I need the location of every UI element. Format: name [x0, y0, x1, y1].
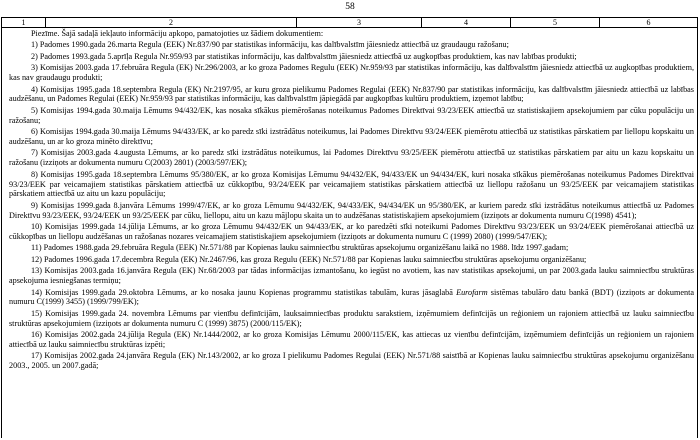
column-number: 3 — [297, 18, 422, 28]
note-text — [9, 29, 694, 373]
document-list-item: 7) Komisijas 2003.gada 4.augusta Lēmums, ar ko paredz sīki izstrādātus noteikumus, lai Padomes Direktīvu 93/25/EEK piemērotu attiecībā uz statistikas pārskatiem par aitu un kazu kopskaitu un ražošanu (izziņots ar dokumenta numuru C(2003) 2801) (2003/597/EK); — [9, 148, 694, 168]
document-list-item: 4) Komisijas 1995.gada 18.septembra Regula (EK) Nr.2197/95, ar kuru groza pielikumu Padomes Regulai (EEK) Nr.837/90 par statistikas informāciju, kas dalībvalstīm jāiesniedz attiecībā uz labības audzēšanu, un Padomes Regulai (EEK) Nr.959/93 par statistikas informāciju, kas dalībvalstīm jāpiegādā par augkopības kultūru produktiem, izņemot labību; — [9, 84, 694, 104]
document-list-item: 14) Komisijas 1999.gada 29.oktobra Lēmums, ar ko nosaka jaunu Kopienas programmu statistikas tabulām, kuras jāsaglabā Eurofarm sistēmas tabulāro datu bankā (BDT) (izziņots ar dokumenta numuru C(1999) 3455) (1999/799/EK); — [9, 287, 694, 307]
italic-term: Eurofarm — [456, 287, 488, 297]
column-number: 6 — [600, 18, 698, 28]
document-list-item: 10) Komisijas 1999.gada 14.jūlija Lēmums, ar ko groza Lēmumu 94/432/EK un 94/433/EK, ar ko paredzēti sīki noteikumi Padomes Direktīvu 93/23/EEK un 93/24/EEK piemērošanai attiecībā uz cūkkopības un liellopu audzēšanas un ražošanas nozares veicamajiem statistiskajiem apsekojumiem (izziņots ar dokumenta numuru C (1999) 2080) (1999/547/EK); — [9, 222, 694, 241]
document-list-item: 9) Komisijas 1999.gada 8.janvāra Lēmums 1999/47/EK, ar ko groza Lēmumu 94/432/EK, 94/433/EK, 94/434/EK un 95/380/EK, ar kuriem paredz sīki izstrādātus noteikumus attiecībā uz Padomes Direktīvu 93/23/EEK, 93/24/EEK un 93/25/EEK par cūku, liellopu, aitu un kazu mājlopu skaita un to audzēšanas statistiskajiem apsekojumiem (izziņots ar dokumenta numuru C(1998) 4541); — [9, 200, 694, 220]
document-list-item: 5) Komisijas 1994.gada 30.maija Lēmums 94/432/EK, kas nosaka sīkākus piemērošanas noteikumus Padomes Direktīvai 93/23/EEK attiecībā uz statistiskajiem apsekojumiem par cūku populāciju un ražošanu; — [9, 105, 694, 125]
document-list-item: 1) Padomes 1990.gada 26.marta Regula (EEK) Nr.837/90 par statistikas informāciju, kas dalībvalstīm jāiesniedz attiecībā uz graudaugu ražošanu; — [31, 40, 509, 50]
document-list-item: 11) Padomes 1988.gada 29.februāra Regula (EEK) Nr.571/88 par Kopienas lauku saimniecību struktūras apsekojumu organizēšanu laikā no 1988. līdz 1997.gadam; — [31, 243, 569, 253]
column-number: 1 — [2, 18, 46, 28]
document-list-item: 12) Padomes 1996.gada 17.decembra Regula (EK) Nr.2467/96, kas groza Regulu (EEK) Nr.571/88 par Kopienas lauku saimniecību struktūras apsekojumu organizēšanu; — [31, 254, 587, 264]
document-list — [9, 40, 694, 371]
document-list-item: 8) Komisijas 1995.gada 18.septembra Lēmums 95/380/EK, ar ko groza Komisijas Lēmumu 94/432/EK, 94/433/EK un 94/434/EK, kuri nosaka sīkākus piemērošanas noteikumus Padomes Direktīvai 93/23/EEK par veicamajiem statistikas pārskatiem attiecībā uz cūkkopību, 93/24/EEK par veicamajiem statistikas pārskatiem attiecībā uz liellopu ražošanu un 93/25/EEK par veicamajiem statistikas pārskatiem attiecībā uz aitu un kazu populāciju; — [9, 169, 694, 199]
document-list-item: 2) Padomes 1993.gada 5.aprīļa Regula Nr.959/93 par statistikas informāciju, kas dalībvalstīm jāiesniedz attiecībā uz augkopības produktiem, kas nav labības produkti; — [31, 51, 577, 61]
document-list-item: 3) Komisijas 2003.gada 17.februāra Regula (EK) Nr.296/2003, ar ko groza Padomes Regulu (EEK) Nr.959/93 par statistikas informāciju, kas dalībvalstīm jāiesniedz attiecībā uz augkopības produktiem, kas nav graudaugu produkti; — [9, 63, 694, 83]
document-list-item: 13) Komisijas 2003.gada 16.janvāra Regula (EK) Nr.68/2003 par tādas informācijas izmantošanu, ko iegūst no avotiem, kas nav statistikas apsekojumi, un par 2003.gada lauku saimniecību struktūras apsekojuma iesniegšanas termiņu; — [9, 266, 694, 286]
page-number: 58 — [345, 2, 355, 12]
document-list-item: 15) Komisijas 1999.gada 24. novembra Lēmums par vienību definīcijām, lauksaimniecības produktu sarakstiem, izņēmumiem definīcijās un reģioniem un rajoniem attiecībā uz lauku saimniecību struktūras apsekojumiem (izziņots ar dokumenta numuru C (1999) 3875) (2000/115/EK); — [9, 308, 694, 328]
column-header-row — [1, 17, 698, 28]
column-number: 4 — [422, 18, 511, 28]
column-number: 2 — [46, 18, 297, 28]
document-list-item: 17) Komisijas 2002.gada 24.janvāra Regula (EK) Nr.143/2002, ar ko groza I pielikumu Padomes Regulai (EEK) Nr.571/88 saistībā ar Kopienas lauku saimniecību struktūras apsekojumu organizēšanu 2003., 2005. un 2007.gadā; — [9, 351, 694, 371]
column-number: 5 — [511, 18, 600, 28]
document-list-item: 6) Komisijas 1994.gada 30.maija Lēmums 94/433/EK, ar ko paredz sīki izstrādātus noteikumus, lai Padomes Direktīvu 93/24/EEK piemērotu attiecībā uz statistikas pārskatiem par liellopu kopskaitu un audzēšanu, un ar ko groza minēto direktīvu; — [9, 127, 694, 146]
document-list-item: 16) Komisijas 2002.gada 24.jūlija Regula (EK) Nr.1444/2002, ar ko groza Komisijas Lēmumu 2000/115/EK, kas attiecas uz vienību definīcijām, izņēmumiem definīcijās un reģioniem un rajoniem attiecībā uz lauku saimniecību struktūras izpēti; — [9, 330, 694, 349]
note-intro: Piezīme. Šajā sadaļā iekļauto informāciju apkopo, pamatojoties uz šādiem dokumentiem: — [31, 29, 324, 38]
